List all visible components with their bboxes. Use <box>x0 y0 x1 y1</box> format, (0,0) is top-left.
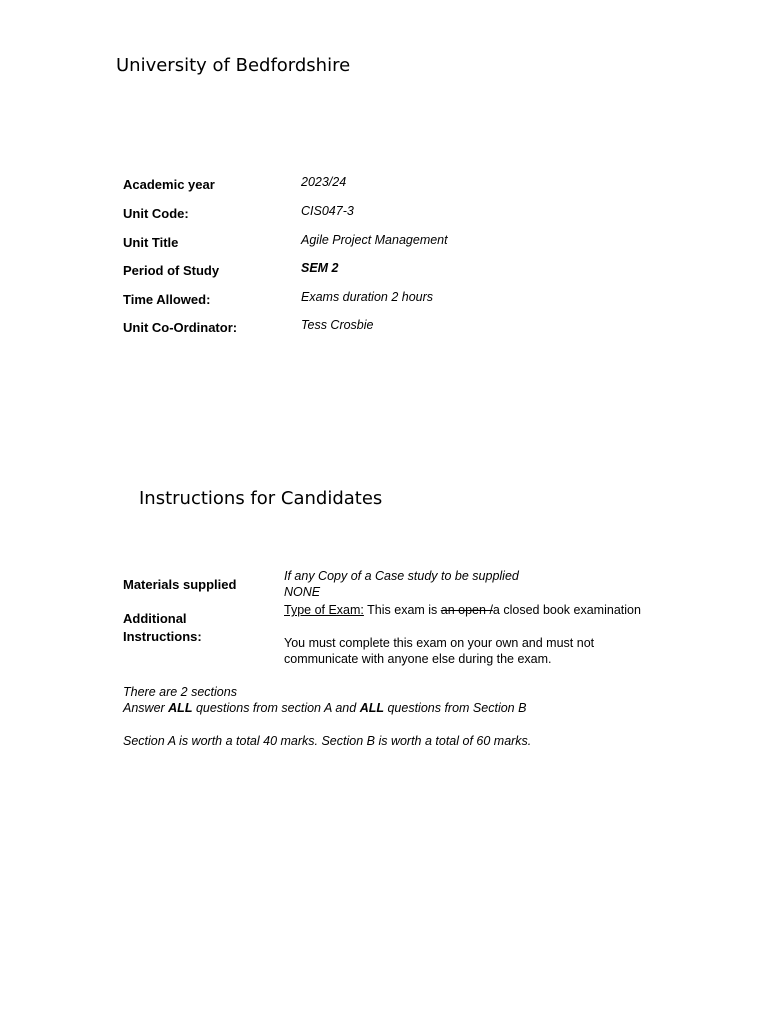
answer-mid: questions from section A and <box>192 701 360 715</box>
unit-code-label: Unit Code: <box>123 206 189 221</box>
unit-title-label: Unit Title <box>123 235 179 250</box>
exam-type-line <box>284 602 641 618</box>
exam-type-struck: an open / <box>440 603 493 617</box>
exam-type-prefix: This exam is <box>363 603 441 617</box>
materials-label: Materials supplied <box>123 577 237 592</box>
info-row-coordinator <box>123 320 723 340</box>
own-work-line-2: communicate with anyone else during the exam. <box>284 652 552 666</box>
answer-pre: Answer <box>123 701 169 715</box>
info-row-academic-year <box>123 177 723 197</box>
own-work-line-1: You must complete this exam on your own and must not <box>284 636 595 650</box>
info-row-unit-title <box>123 235 723 255</box>
period-value: SEM 2 <box>301 261 339 275</box>
answer-all-2: ALL <box>359 701 384 715</box>
coordinator-value: Tess Crosbie <box>301 318 374 332</box>
info-row-period <box>123 263 723 283</box>
time-allowed-value: Exams duration 2 hours <box>301 290 434 304</box>
materials-line-1: If any Copy of a Case study to be supplied <box>284 569 519 583</box>
marks-distribution: Section A is worth a total 40 marks. Section B is worth a total of 60 marks. <box>123 734 532 748</box>
materials-line-2: NONE <box>284 585 321 599</box>
period-label: Period of Study <box>123 263 220 278</box>
info-row-unit-code <box>123 206 723 226</box>
additional-instructions-label: Additional Instructions: <box>123 611 202 644</box>
unit-title-value: Agile Project Management <box>301 233 448 247</box>
instructions-heading: Instructions for Candidates <box>139 488 383 509</box>
unit-code-value: CIS047-3 <box>301 204 354 218</box>
exam-type-suffix: a closed book examination <box>492 603 641 617</box>
info-row-time-allowed <box>123 292 723 312</box>
academic-year-label: Academic year <box>123 177 215 192</box>
answer-all-1: ALL <box>168 701 193 715</box>
exam-type-label: Type of Exam: <box>284 603 364 617</box>
university-name: University of Bedfordshire <box>116 55 351 76</box>
coordinator-label: Unit Co-Ordinator: <box>123 320 238 335</box>
academic-year-value: 2023/24 <box>301 175 347 189</box>
answer-post: questions from Section B <box>384 701 527 715</box>
time-allowed-label: Time Allowed: <box>123 292 211 307</box>
sections-count: There are 2 sections <box>123 685 237 699</box>
answer-instruction <box>123 700 526 716</box>
